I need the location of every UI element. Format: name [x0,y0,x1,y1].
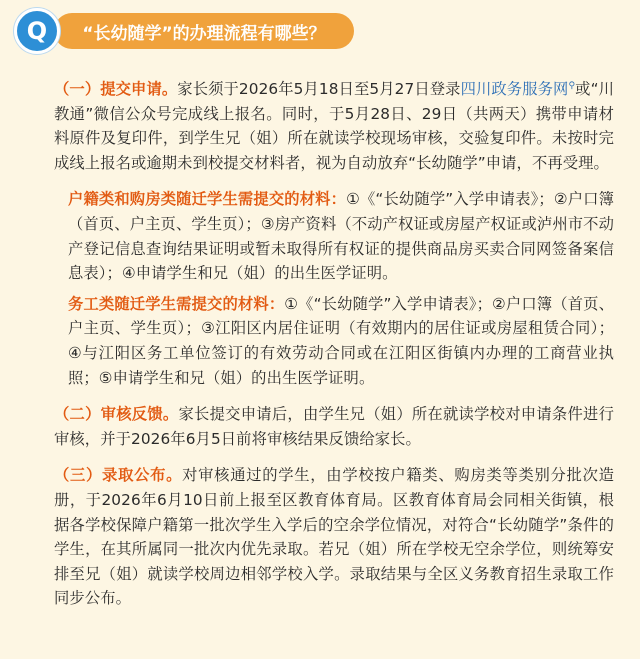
worker-materials-text: ①《“长幼随学”入学申请表》；②户口簿（首页、户主页、学生页）；③江阳区内居住证明（有效期内的居住证或房屋租赁合同）；④与江阳区务工单位签订的有效劳动合同或在江阳区街镇内办理的工商营业执照；⑤申请学生和兄（姐）的出生医学证明。 [68,294,614,387]
paragraph-review [54,402,614,451]
step-one-label: （一）提交申请。 [54,80,178,99]
paragraph-materials-worker [54,292,614,390]
household-materials-text: ①《“长幼随学”入学申请表》；②户口簿（首页、户主页、学生页）；③房产资料（不动产权证或房屋产权证或泸州市不动产登记信息查询结果证明或暂未取得所有权证的提供商品房买卖合同网签备案信息表）；④申请学生和兄（姐）的出生医学证明。 [68,190,614,283]
worker-materials-label: 务工类随迁学生需提交的材料： [68,294,285,313]
section-title: “长幼随学”的办理流程有哪些？ [54,13,354,49]
paragraph-admission [54,463,614,611]
household-materials-label: 户籍类和购房类随迁学生需提交的材料： [68,190,347,209]
step-three-text: 对审核通过的学生，由学校按户籍类、购房类等类别分批次造册，于2026年6月10日前上报至区教育体育局。区教育体育局会同相关街镇，根据各学校保障户籍第一批次学生入学后的空余学位情况，对符合“长幼随学”条件的学生，在其所属同一批次内优先录取。若兄（姐）所在学校无空余学位，则统筹安排至兄（姐）就读学校周边相邻学校入学。录取结果与全区义务教育招生录取工作同步公布。 [54,466,614,608]
step-one-text-a: 家长须于2026年5月18日至5月27日登录 [177,80,461,99]
question-badge: Q [14,8,60,54]
step-two-text: 家长提交申请后，由学生兄（姐）所在就读学校对申请条件进行审核，并于2026年6月5日前将审核结果反馈给家长。 [54,405,614,448]
step-three-label: （三）录取公布。 [54,466,183,485]
step-two-label: （二）审核反馈。 [54,405,179,424]
sichuan-gov-service-link[interactable]: 四川政务服务网 [460,80,569,99]
paragraph-materials-household [54,187,614,285]
article-body [54,74,614,623]
paragraph-submit [54,74,614,175]
search-icon[interactable]: ⚲ [568,81,576,91]
section-header [14,6,354,56]
step-one-text-b: 或“川教通”微信公众号完成线上报名。同时，于5月28日、29日（共两天）携带申请材料原件及复印件，到学生兄（姐）所在就读学校现场审核，交验复印件。未按时完成线上报名或逾期未到校提交材料者，视为自动放弃“长幼随学”申请，不再受理。 [54,80,615,172]
